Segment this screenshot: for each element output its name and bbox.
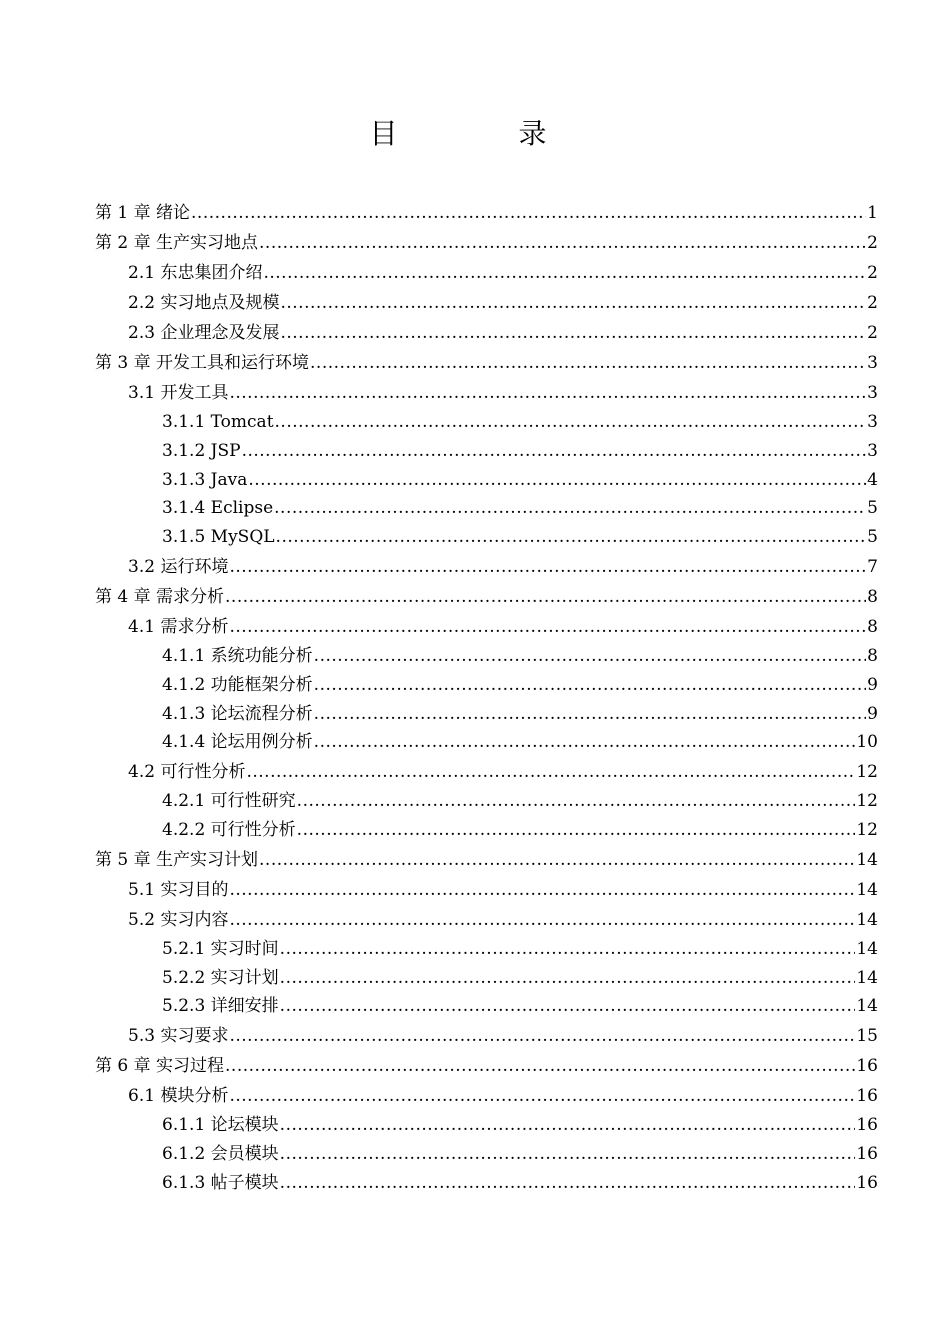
toc-entry-page-number: 8 [867, 586, 878, 607]
toc-entry-label: 4.1.2 功能框架分析 [162, 674, 313, 695]
toc-entry-label: 4.1.4 论坛用例分析 [162, 732, 313, 753]
toc-dot-leader [246, 757, 855, 787]
toc-dot-leader [314, 671, 867, 700]
toc-dot-leader [229, 1081, 855, 1111]
toc-entry[interactable] [95, 905, 878, 935]
toc-dot-leader [280, 992, 856, 1021]
toc-entry[interactable] [95, 552, 878, 582]
toc-entry[interactable] [95, 845, 878, 875]
toc-entry-page-number: 5 [867, 498, 878, 519]
toc-entry[interactable] [95, 787, 878, 816]
toc-entry-label: 6.1 模块分析 [128, 1086, 229, 1107]
toc-entry[interactable] [95, 1051, 878, 1081]
toc-entry-page-number: 14 [856, 909, 878, 930]
toc-entry[interactable] [95, 757, 878, 787]
toc-entry-page-number: 12 [856, 819, 878, 840]
toc-entry[interactable] [95, 1021, 878, 1051]
toc-entry-label: 3.1.2 JSP [162, 440, 241, 461]
toc-entry[interactable] [95, 437, 878, 466]
toc-entry-label: 3.1.4 Eclipse [162, 498, 274, 519]
toc-dot-leader [229, 612, 866, 642]
toc-entry-page-number: 15 [856, 1026, 878, 1047]
toc-entry-label: 3.1.1 Tomcat [162, 412, 274, 432]
toc-dot-leader [310, 348, 866, 378]
toc-entry-label: 2.3 企业理念及发展 [128, 323, 280, 343]
toc-entry[interactable] [95, 198, 878, 228]
toc-entry-page-number: 16 [856, 1086, 878, 1107]
toc-dot-leader [242, 437, 867, 466]
toc-entry-page-number: 8 [867, 616, 878, 637]
toc-entry[interactable] [95, 700, 878, 729]
toc-entry-page-number: 12 [856, 762, 878, 783]
toc-dot-leader [297, 816, 856, 845]
toc-dot-leader [314, 642, 867, 671]
toc-entry-label: 第 3 章 开发工具和运行环境 [95, 353, 310, 373]
toc-entry-page-number: 3 [867, 440, 878, 461]
toc-entry-label: 6.1.1 论坛模块 [162, 1115, 279, 1136]
toc-entry-page-number: 14 [856, 996, 878, 1017]
toc-dot-leader [259, 845, 855, 875]
toc-dot-leader [280, 964, 856, 993]
toc-dot-leader [314, 700, 867, 729]
toc-entry[interactable] [95, 348, 878, 378]
toc-entry-page-number: 14 [856, 967, 878, 988]
toc-entry-page-number: 9 [867, 703, 878, 724]
toc-dot-leader [280, 935, 856, 964]
toc-dot-leader [314, 728, 856, 757]
toc-entry-label: 第 6 章 实习过程 [95, 1056, 225, 1077]
toc-dot-leader [259, 228, 866, 258]
toc-dot-leader [263, 258, 866, 288]
toc-entry[interactable] [95, 935, 878, 964]
toc-entry-page-number: 3 [867, 383, 878, 403]
toc-entry-label: 4.2.1 可行性研究 [162, 791, 296, 812]
toc-entry[interactable] [95, 816, 878, 845]
toc-dot-leader [280, 1111, 856, 1140]
toc-entry-label: 3.1.5 MySQL [162, 527, 275, 548]
toc-entry-label: 5.2.1 实习时间 [162, 938, 279, 959]
toc-entry-label: 2.1 东忠集团介绍 [128, 263, 263, 283]
toc-dot-leader [229, 1021, 855, 1051]
toc-entry-label: 第 1 章 绪论 [95, 203, 191, 223]
toc-entry-label: 第 5 章 生产实习计划 [95, 849, 259, 870]
toc-entry-label: 5.1 实习目的 [128, 879, 229, 900]
toc-entry-page-number: 3 [867, 412, 878, 432]
toc-entry[interactable] [95, 1169, 878, 1198]
toc-entry-page-number: 12 [856, 791, 878, 812]
toc-entry-label: 3.1.3 Java [162, 469, 248, 490]
toc-entry-page-number: 5 [867, 527, 878, 548]
toc-entry-page-number: 16 [856, 1115, 878, 1136]
toc-entry-label: 3.1 开发工具 [128, 383, 229, 403]
toc-dot-leader [276, 523, 867, 552]
toc-entry-label: 4.1.1 系统功能分析 [162, 645, 313, 666]
toc-entry[interactable] [95, 992, 878, 1021]
toc-entry-label: 4.1.3 论坛流程分析 [162, 703, 313, 724]
toc-entry-page-number: 4 [867, 469, 878, 490]
toc-entry[interactable] [95, 1111, 878, 1140]
toc-dot-leader [280, 1169, 856, 1198]
toc-entry[interactable] [95, 408, 878, 437]
toc-dot-leader [229, 875, 855, 905]
toc-dot-leader [229, 378, 866, 408]
toc-entry-label: 2.2 实习地点及规模 [128, 293, 280, 313]
toc-entry-page-number: 2 [867, 233, 878, 253]
toc-entry-label: 5.3 实习要求 [128, 1026, 229, 1047]
toc-entry-page-number: 7 [867, 556, 878, 577]
toc-entry-label: 5.2.2 实习计划 [162, 967, 279, 988]
toc-entry-label: 6.1.2 会员模块 [162, 1143, 279, 1164]
toc-entry-page-number: 1 [867, 203, 878, 223]
toc-dot-leader [280, 318, 866, 348]
toc-entry-page-number: 8 [867, 645, 878, 666]
toc-entry[interactable] [95, 494, 878, 523]
toc-entry-page-number: 16 [856, 1143, 878, 1164]
table-of-contents [95, 198, 878, 1198]
toc-entry-page-number: 16 [856, 1056, 878, 1077]
toc-entry-page-number: 14 [856, 938, 878, 959]
toc-entry[interactable] [95, 671, 878, 700]
toc-entry-label: 4.2.2 可行性分析 [162, 819, 296, 840]
toc-entry[interactable] [95, 523, 878, 552]
toc-dot-leader [229, 552, 866, 582]
toc-entry-label: 5.2.3 详细安排 [162, 996, 279, 1017]
toc-dot-leader [225, 1051, 855, 1081]
toc-entry-label: 6.1.3 帖子模块 [162, 1172, 279, 1193]
toc-entry-page-number: 10 [856, 732, 878, 753]
toc-entry[interactable] [95, 1140, 878, 1169]
toc-entry[interactable] [95, 378, 878, 408]
toc-entry[interactable] [95, 466, 878, 495]
toc-entry-page-number: 9 [867, 674, 878, 695]
toc-dot-leader [229, 905, 855, 935]
toc-dot-leader [280, 1140, 856, 1169]
toc-dot-leader [248, 466, 866, 495]
toc-entry[interactable] [95, 318, 878, 348]
toc-entry[interactable] [95, 582, 878, 612]
toc-title: 目 录 [369, 117, 603, 150]
toc-dot-leader [191, 198, 866, 228]
toc-entry-page-number: 2 [867, 263, 878, 283]
toc-dot-leader [225, 582, 866, 612]
toc-entry[interactable] [95, 875, 878, 905]
toc-entry[interactable] [95, 642, 878, 671]
toc-entry[interactable] [95, 728, 878, 757]
toc-entry-page-number: 3 [867, 353, 878, 373]
toc-entry[interactable] [95, 228, 878, 258]
toc-dot-leader [297, 787, 856, 816]
toc-entry-label: 3.2 运行环境 [128, 556, 229, 577]
toc-entry-page-number: 14 [856, 849, 878, 870]
toc-entry[interactable] [95, 612, 878, 642]
toc-dot-leader [274, 494, 866, 523]
toc-entry-label: 4.2 可行性分析 [128, 762, 246, 783]
toc-entry[interactable] [95, 964, 878, 993]
toc-dot-leader [275, 408, 867, 437]
toc-entry-page-number: 16 [856, 1172, 878, 1193]
toc-entry-label: 第 4 章 需求分析 [95, 586, 225, 607]
toc-entry-page-number: 14 [856, 879, 878, 900]
toc-entry[interactable] [95, 288, 878, 318]
toc-entry-page-number: 2 [867, 323, 878, 343]
toc-entry-page-number: 2 [867, 293, 878, 313]
toc-entry-label: 4.1 需求分析 [128, 616, 229, 637]
toc-entry[interactable] [95, 1081, 878, 1111]
toc-entry-label: 5.2 实习内容 [128, 909, 229, 930]
toc-dot-leader [280, 288, 866, 318]
toc-entry[interactable] [95, 258, 878, 288]
toc-entry-label: 第 2 章 生产实习地点 [95, 233, 259, 253]
